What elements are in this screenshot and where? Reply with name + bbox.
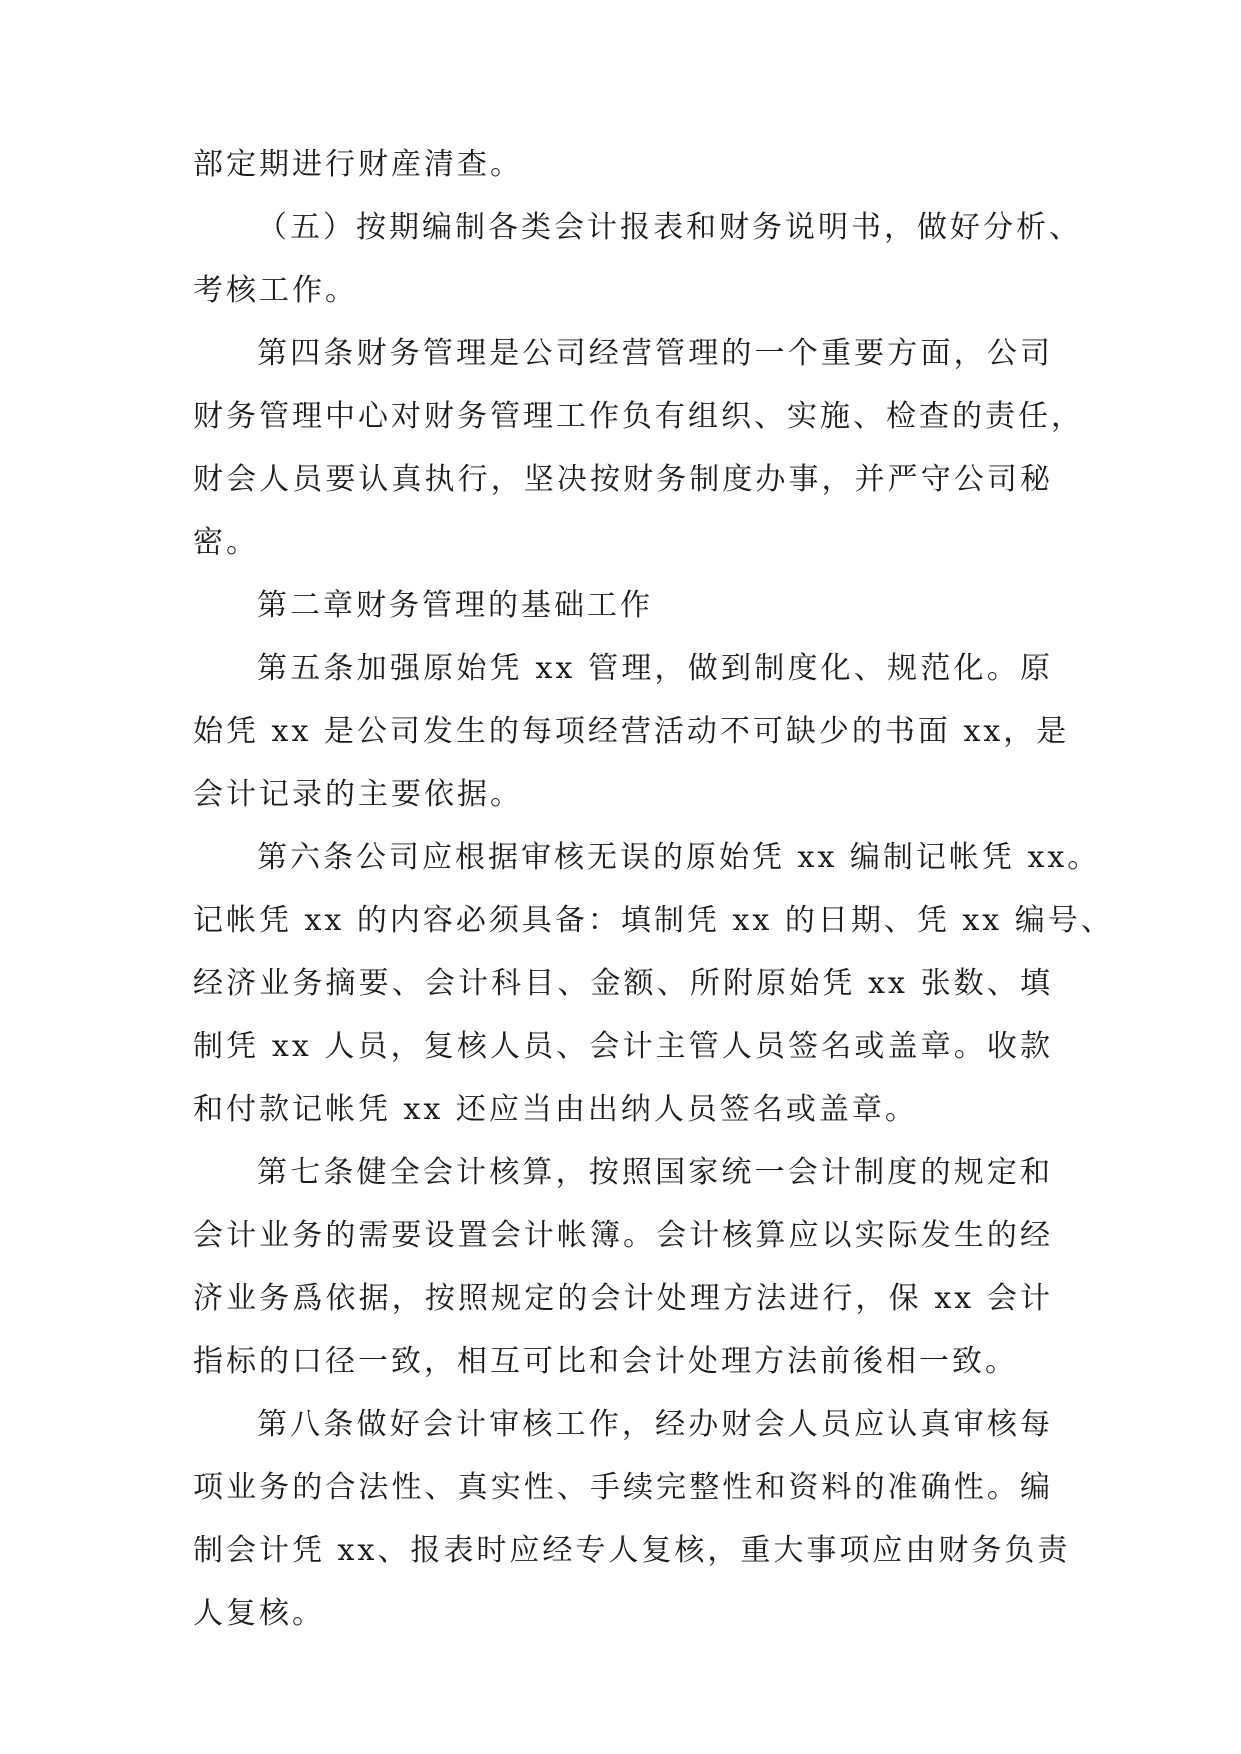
chapter-heading: 第二章财务管理的基础工作 bbox=[257, 588, 653, 623]
paragraph-line: 考核工作。 bbox=[193, 273, 358, 308]
paragraph-line: 人复核。 bbox=[193, 1596, 325, 1631]
paragraph-line: 密。 bbox=[193, 525, 259, 560]
paragraph-line: 经济业务摘要、会计科目、金额、所附原始凭 xx 张数、填 bbox=[193, 966, 1053, 1001]
paragraph-line: 财会人员要认真执行，坚决按财务制度办事，并严守公司秘 bbox=[193, 462, 1053, 497]
paragraph-line: 第四条财务管理是公司经营管理的一个重要方面，公司 bbox=[257, 336, 1053, 371]
paragraph-line: 记帐凭 xx 的内容必须具备：填制凭 xx 的日期、凭 xx 编号、 bbox=[193, 903, 1114, 938]
paragraph-line: 制会计凭 xx、报表时应经专人复核，重大事项应由财务负责 bbox=[193, 1533, 1071, 1568]
paragraph-line: 部定期进行财産清查。 bbox=[193, 147, 523, 182]
paragraph-line: 第八条做好会计审核工作，经办财会人员应认真审核每 bbox=[257, 1407, 1053, 1442]
paragraph-line: 第六条公司应根据审核无误的原始凭 xx 编制记帐凭 xx。 bbox=[257, 840, 1101, 875]
document-body bbox=[193, 133, 1114, 1645]
paragraph-line: 会计业务的需要设置会计帐簿。会计核算应以实际发生的经 bbox=[193, 1218, 1053, 1253]
paragraph-line: 第五条加强原始凭 xx 管理，做到制度化、规范化。原 bbox=[257, 651, 1053, 686]
paragraph-line: 和付款记帐凭 xx 还应当由出纳人员签名或盖章。 bbox=[193, 1092, 918, 1127]
paragraph-line: 济业务爲依据，按照规定的会计处理方法进行，保 xx 会计 bbox=[193, 1281, 1053, 1316]
paragraph-line: 财务管理中心对财务管理工作负有组织、实施、检查的责任， bbox=[193, 399, 1084, 434]
paragraph-line: 第七条健全会计核算，按照国家统一会计制度的规定和 bbox=[257, 1155, 1053, 1190]
paragraph-line: 指标的口径一致，相互可比和会计处理方法前後相一致。 bbox=[193, 1344, 1018, 1379]
paragraph-line: 会计记录的主要依据。 bbox=[193, 777, 523, 812]
paragraph-line: （五）按期编制各类会计报表和财务说明书，做好分析、 bbox=[257, 210, 1082, 245]
paragraph-line: 始凭 xx 是公司发生的每项经营活动不可缺少的书面 xx，是 bbox=[193, 714, 1070, 749]
paragraph-line: 项业务的合法性、真实性、手续完整性和资料的准确性。编 bbox=[193, 1470, 1053, 1505]
paragraph-line: 制凭 xx 人员，复核人员、会计主管人员签名或盖章。收款 bbox=[193, 1029, 1053, 1064]
